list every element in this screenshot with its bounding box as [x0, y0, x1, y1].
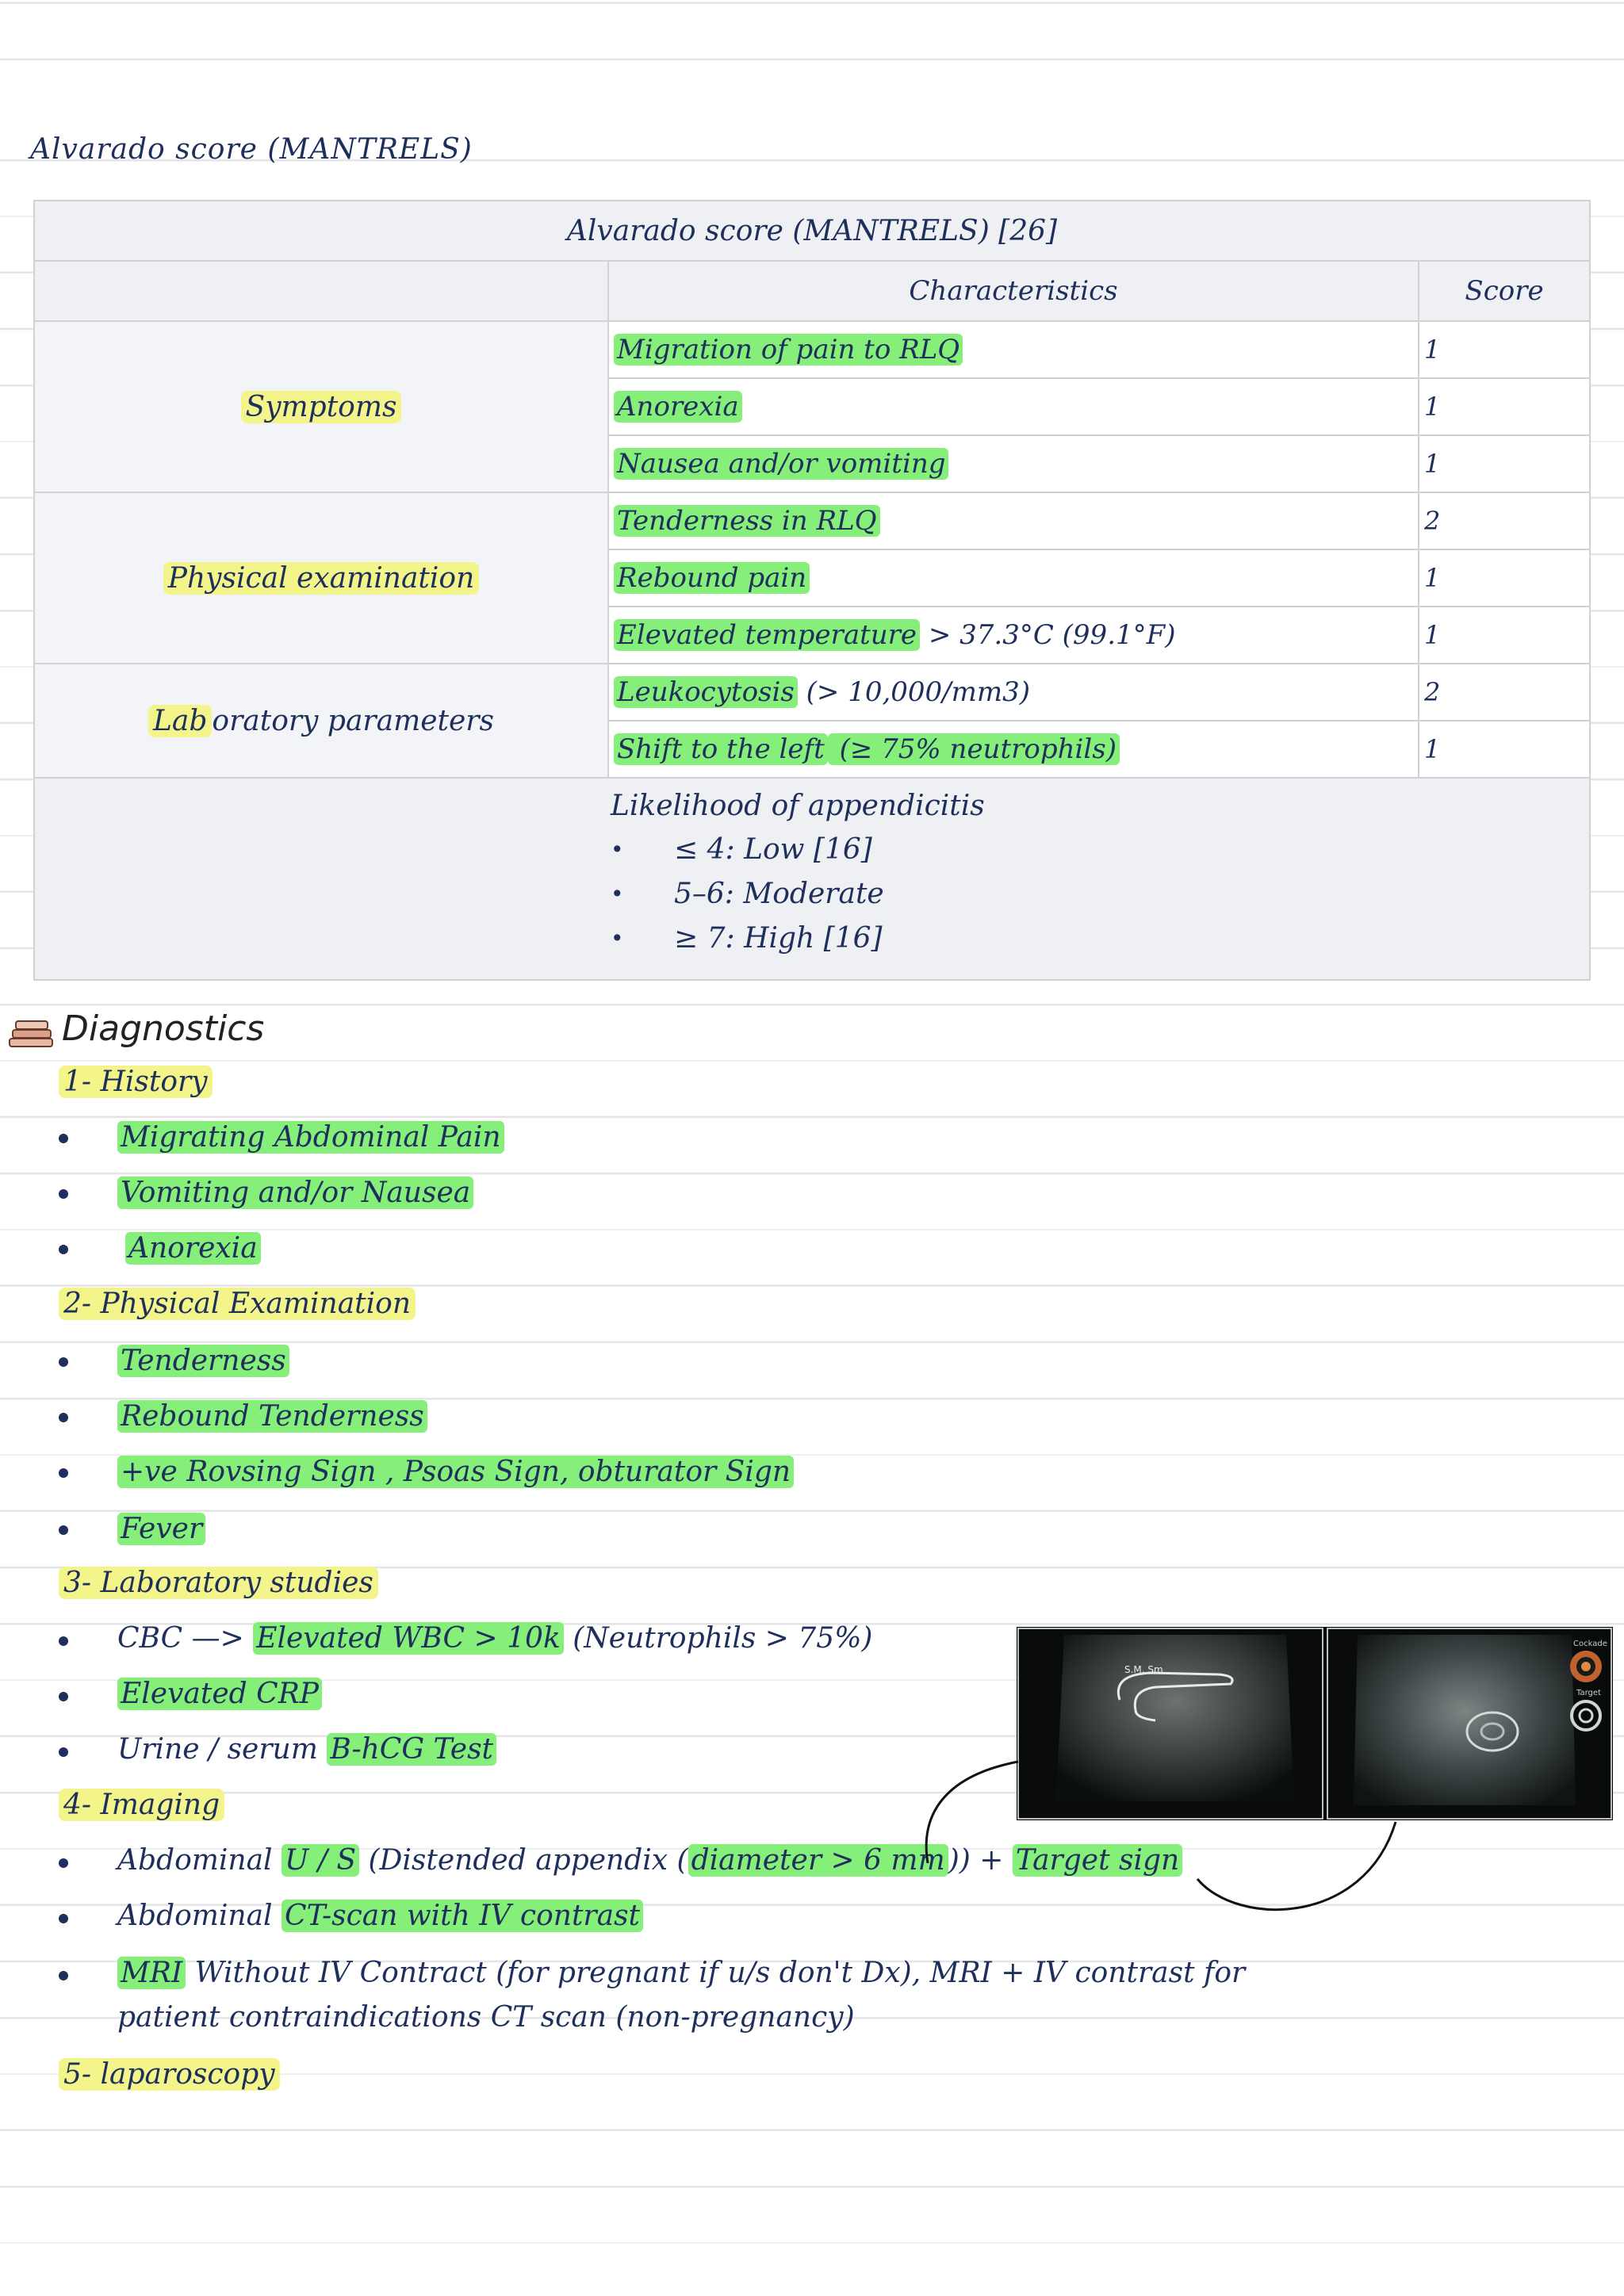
list-item — [117, 1733, 496, 1766]
list-item — [117, 1678, 322, 1710]
list-item — [117, 1622, 872, 1655]
bullet-icon — [59, 1747, 68, 1757]
score: 2 — [1419, 664, 1590, 721]
bullet-icon: • — [611, 880, 624, 907]
section-title-laboratory-studies — [59, 1567, 378, 1599]
stack-of-books-icon — [6, 1018, 56, 1050]
item-text: Fever — [117, 1513, 205, 1545]
item-text: Anorexia — [125, 1232, 261, 1265]
item-text: (Neutrophils > 75%) — [563, 1622, 873, 1655]
bullet-icon — [59, 1245, 68, 1254]
page-title: Alvarado score (MANTRELS) — [30, 133, 473, 166]
item-text: Without IV Contract (for pregnant if u/s don't Dx), MRI + IV contrast for — [186, 1957, 1246, 1989]
likelihood-item — [611, 827, 1588, 871]
table-row — [608, 378, 1419, 435]
section-title-imaging — [59, 1789, 224, 1821]
group-label: Symptoms — [241, 391, 402, 423]
item-text: Abdominal — [117, 1844, 282, 1877]
bullet-icon — [59, 1134, 68, 1143]
bullet-icon — [59, 1413, 68, 1422]
characteristic-detail: (> 10,000/mm3) — [797, 676, 1030, 708]
score: 1 — [1419, 721, 1590, 778]
likelihood-text: 5–6: Moderate — [674, 877, 884, 910]
characteristic-detail: (≥ 75% neutrophils) — [828, 733, 1120, 765]
list-item — [117, 1400, 427, 1433]
group-label: Physical examination — [163, 562, 480, 595]
likelihood-text: ≤ 4: Low [16] — [674, 832, 872, 866]
bullet-icon: • — [611, 924, 624, 951]
section-title-laparoscopy — [59, 2058, 280, 2091]
item-highlight: diameter > 6 mm — [688, 1844, 948, 1877]
list-item — [117, 1177, 473, 1209]
section-title-history — [59, 1066, 213, 1098]
likelihood-cell — [34, 778, 1590, 980]
score: 1 — [1419, 607, 1590, 664]
likelihood-item — [611, 916, 1588, 960]
section-title-text: 4- Imaging — [59, 1789, 224, 1821]
group-symptoms — [34, 321, 608, 492]
list-item — [117, 1844, 1182, 1877]
score: 2 — [1419, 492, 1590, 549]
bullet-icon — [59, 1468, 68, 1478]
cockade-label: Cockade — [1573, 1640, 1607, 1648]
table-row — [608, 607, 1419, 664]
characteristic: Anorexia — [614, 391, 742, 423]
bullet-icon — [59, 1692, 68, 1701]
table-row — [608, 721, 1419, 778]
header-blank — [34, 261, 608, 321]
item-text: CBC —> — [117, 1622, 254, 1655]
group-laboratory-parameters — [34, 664, 608, 778]
characteristic: Shift to the left — [614, 733, 828, 765]
characteristic: Migration of pain to RLQ — [614, 334, 963, 365]
table-row — [608, 321, 1419, 378]
diagnostics-heading: Diagnostics — [62, 1008, 265, 1049]
score: 1 — [1419, 549, 1590, 607]
characteristic: Elevated temperature — [614, 619, 920, 651]
characteristic: Leukocytosis — [614, 676, 798, 708]
item-text: +ve Rovsing Sign , Psoas Sign, obturator Sign — [117, 1456, 794, 1488]
list-item — [117, 1900, 643, 1932]
bullet-icon — [59, 1971, 68, 1980]
section-title-text: 3- Laboratory studies — [59, 1567, 378, 1599]
item-text: Tenderness — [117, 1345, 289, 1377]
characteristic: Rebound pain — [614, 562, 810, 594]
header-characteristics: Characteristics — [608, 261, 1419, 321]
bullet-icon: • — [611, 836, 624, 863]
table-row — [608, 549, 1419, 607]
item-highlight: Elevated CRP — [117, 1678, 322, 1710]
alvarado-score-table — [33, 200, 1591, 981]
item-highlight: Target sign — [1013, 1844, 1182, 1877]
list-item — [117, 1957, 1245, 1989]
table-row — [608, 664, 1419, 721]
bullet-icon — [59, 1357, 68, 1367]
item-text: Vomiting and/or Nausea — [117, 1177, 473, 1209]
table-row — [608, 492, 1419, 549]
list-item — [117, 1513, 205, 1545]
item-highlight: U / S — [282, 1844, 359, 1877]
section-title-text: 1- History — [59, 1066, 213, 1098]
bullet-icon — [59, 1636, 68, 1646]
characteristic: Nausea and/or vomiting — [614, 448, 948, 480]
list-item-continuation: patient contraindications CT scan (non-pregnancy) — [117, 2001, 855, 2034]
likelihood-title: Likelihood of appendicitis — [611, 790, 985, 822]
characteristic: Tenderness in RLQ — [614, 505, 880, 537]
item-text: Rebound Tenderness — [117, 1400, 427, 1433]
list-item — [117, 1345, 289, 1377]
likelihood-item — [611, 871, 1588, 916]
bullet-icon — [59, 1858, 68, 1868]
ultrasound-left-label: S.M. Sm — [1124, 1664, 1163, 1675]
header-score: Score — [1419, 261, 1590, 321]
table-caption: Alvarado score (MANTRELS) [26] — [34, 201, 1590, 261]
characteristic-detail: > 37.3°C (99.1°F) — [920, 619, 1176, 651]
item-text: Migrating Abdominal Pain — [117, 1121, 504, 1154]
item-highlight: MRI — [117, 1957, 186, 1989]
group-physical-examination — [34, 492, 608, 664]
bullet-icon — [59, 1525, 68, 1535]
ultrasound-image — [1017, 1627, 1613, 1820]
target-label: Target — [1576, 1689, 1601, 1697]
score: 1 — [1419, 321, 1590, 378]
group-label-highlight: Lab — [148, 705, 212, 737]
list-item — [117, 1121, 504, 1154]
item-text: Urine / serum — [117, 1733, 327, 1766]
list-item — [117, 1456, 794, 1488]
score: 1 — [1419, 435, 1590, 492]
list-item — [125, 1232, 261, 1265]
score: 1 — [1419, 378, 1590, 435]
bullet-icon — [59, 1189, 68, 1199]
section-title-physical-examination — [59, 1288, 416, 1320]
item-highlight: Elevated WBC > 10k — [253, 1622, 564, 1655]
item-text: )) + — [948, 1844, 1013, 1877]
item-highlight: CT-scan with IV contrast — [282, 1900, 643, 1932]
group-label-rest: oratory parameters — [212, 704, 494, 737]
table-row — [608, 435, 1419, 492]
item-text: Abdominal — [117, 1900, 282, 1932]
likelihood-text: ≥ 7: High [16] — [674, 921, 883, 955]
item-highlight: B-hCG Test — [327, 1733, 496, 1766]
section-title-text: 2- Physical Examination — [59, 1288, 416, 1320]
section-title-text: 5- laparoscopy — [59, 2058, 280, 2091]
bullet-icon — [59, 1914, 68, 1923]
item-text: (Distended appendix ( — [359, 1844, 688, 1877]
